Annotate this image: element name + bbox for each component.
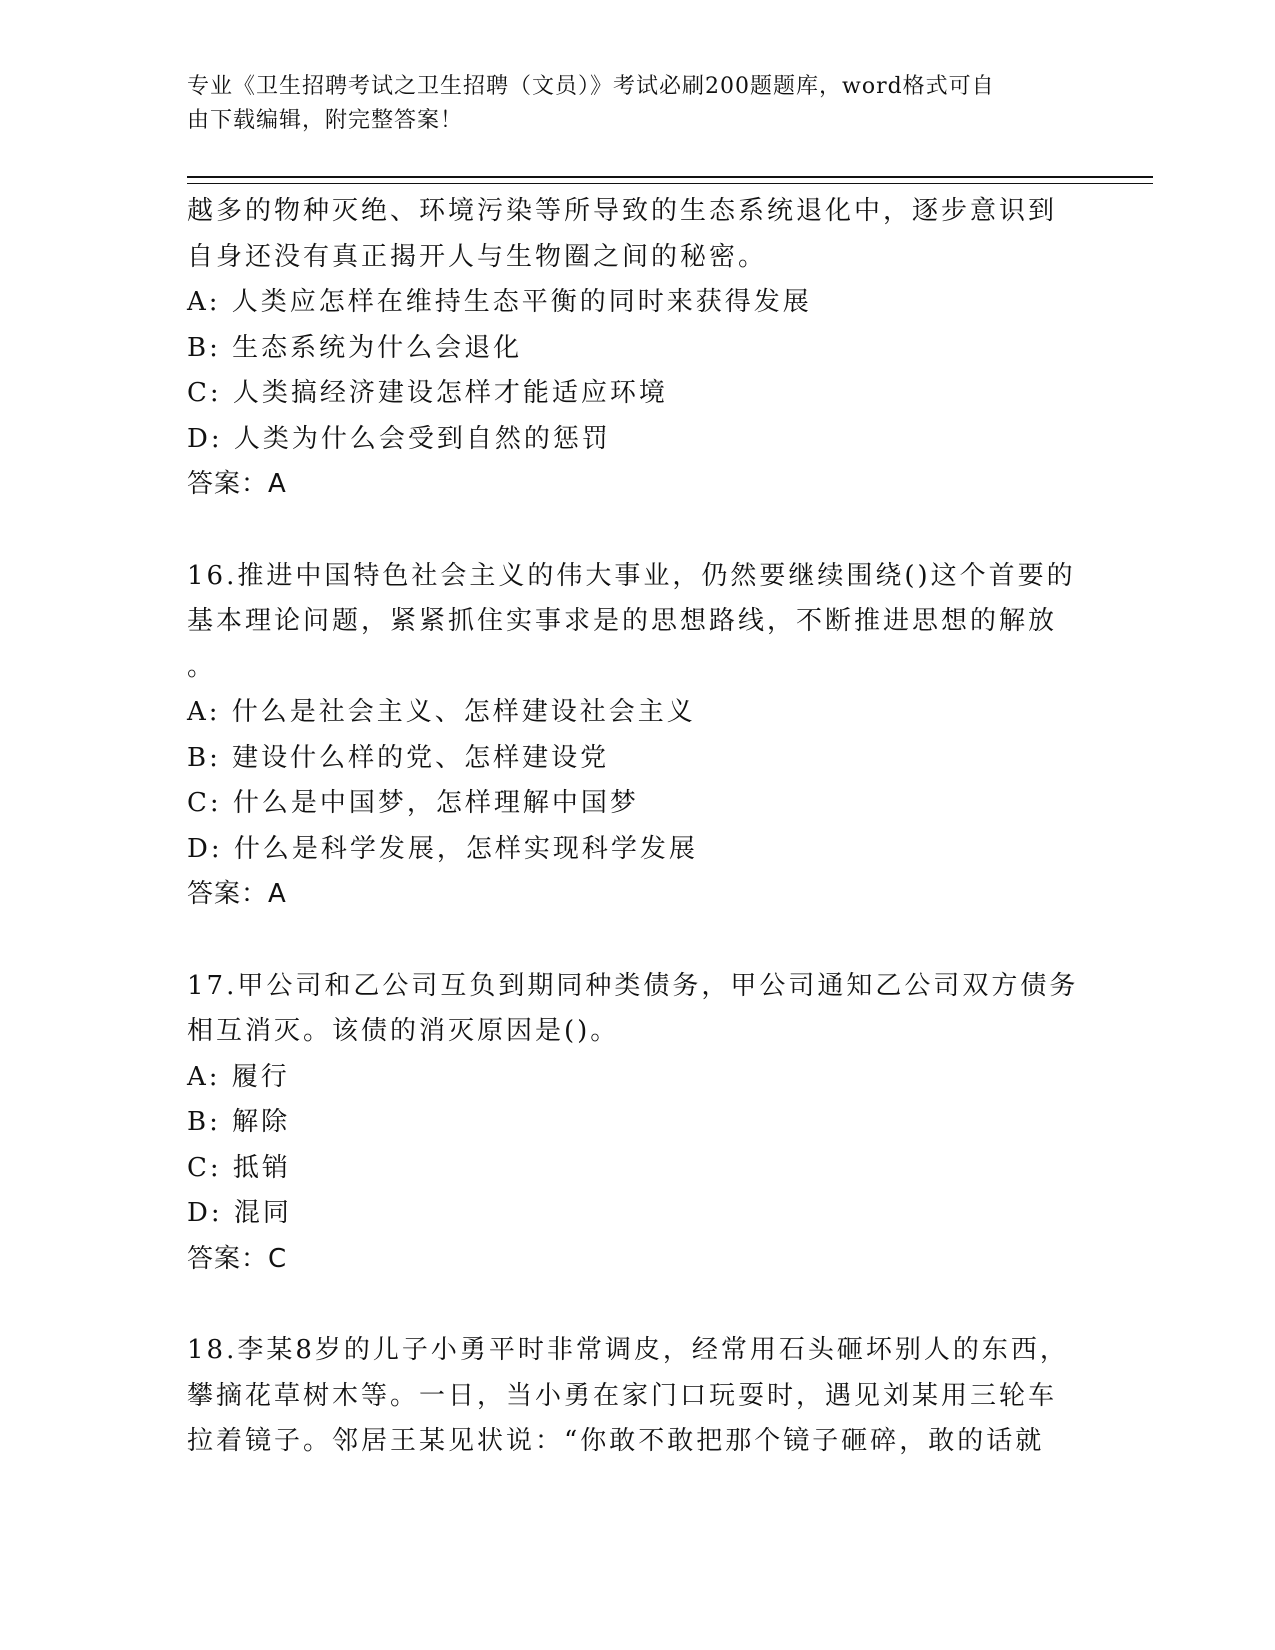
option-d: D: 混同 bbox=[187, 1198, 292, 1228]
question-text-line: 。 bbox=[187, 651, 217, 682]
header-rule-thick bbox=[187, 176, 1153, 178]
question-16 bbox=[187, 554, 1076, 918]
question-15-continuation bbox=[187, 189, 1067, 508]
header-line-1: 专业《卫生招聘考试之卫生招聘（文员）》考试必刷200题题库，word格式可自 bbox=[187, 74, 995, 99]
question-text-line: 越多的物种灭绝、环境污染等所导致的生态系统退化中，逐步意识到 bbox=[187, 196, 1058, 226]
answer: 答案：C bbox=[187, 1243, 288, 1274]
question-text-line: 攀摘花草树木等。一日，当小勇在家门口玩耍时，遇见刘某用三轮车 bbox=[187, 1380, 1058, 1411]
question-text-line: 拉着镜子。邻居王某见状说：“你敢不敢把那个镜子砸碎，敢的话就 bbox=[187, 1426, 1045, 1456]
question-text-line: 基本理论问题，紧紧抓住实事求是的思想路线，不断推进思想的解放 bbox=[187, 606, 1058, 636]
option-c: C: 什么是中国梦，怎样理解中国梦 bbox=[187, 788, 639, 818]
option-c: C: 抵销 bbox=[187, 1152, 291, 1183]
option-a: A: 人类应怎样在维持生态平衡的同时来获得发展 bbox=[187, 287, 812, 317]
header-line-2: 由下载编辑，附完整答案！ bbox=[187, 108, 464, 133]
option-a: A: 履行 bbox=[187, 1061, 290, 1092]
option-d: D: 什么是科学发展，怎样实现科学发展 bbox=[187, 833, 698, 864]
document-header bbox=[187, 70, 1067, 138]
question-text-line: 17.甲公司和乙公司互负到期同种类债务，甲公司通知乙公司双方债务 bbox=[187, 970, 1079, 1001]
option-b: B: 生态系统为什么会退化 bbox=[187, 332, 523, 363]
answer: 答案：A bbox=[187, 469, 287, 499]
question-text-line: 18.李某8岁的儿子小勇平时非常调皮，经常用石头砸坏别人的东西， bbox=[187, 1335, 1069, 1365]
option-b: B: 建设什么样的党、怎样建设党 bbox=[187, 742, 610, 773]
question-text-line: 16.推进中国特色社会主义的伟大事业，仍然要继续围绕()这个首要的 bbox=[187, 560, 1076, 591]
option-c: C: 人类搞经济建设怎样才能适应环境 bbox=[187, 378, 668, 408]
question-text-line: 自身还没有真正揭开人与生物圈之间的秘密。 bbox=[187, 241, 768, 272]
question-17 bbox=[187, 964, 1079, 1283]
option-a: A: 什么是社会主义、怎样建设社会主义 bbox=[187, 697, 696, 727]
header-rule-thin bbox=[187, 183, 1153, 184]
document-body bbox=[187, 189, 1079, 1465]
option-b: B: 解除 bbox=[187, 1107, 291, 1137]
question-18 bbox=[187, 1328, 1067, 1465]
option-d: D: 人类为什么会受到自然的惩罚 bbox=[187, 423, 611, 454]
answer: 答案：A bbox=[187, 879, 287, 909]
question-text-line: 相互消灭。该债的消灭原因是()。 bbox=[187, 1016, 620, 1046]
